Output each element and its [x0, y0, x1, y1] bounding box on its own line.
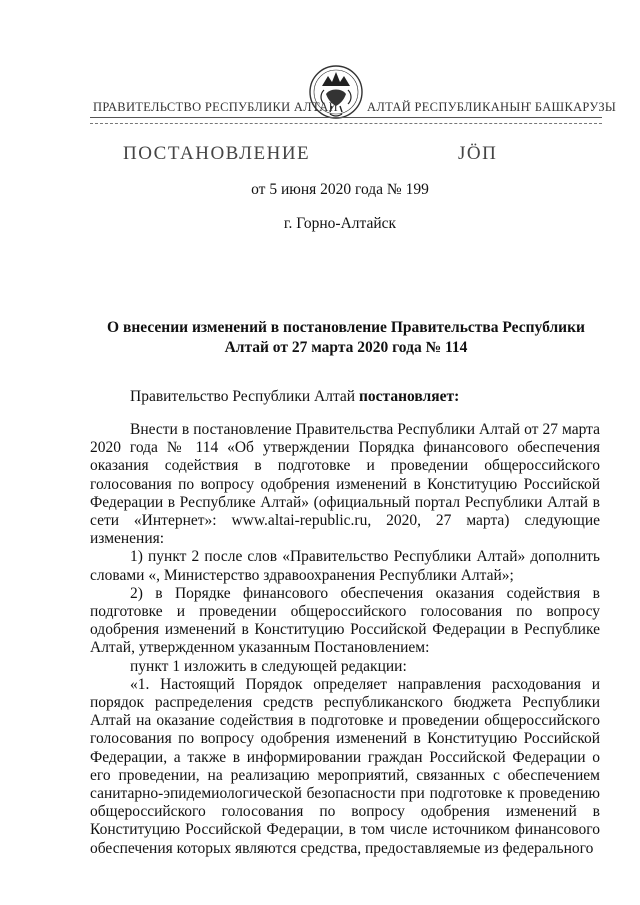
- paragraph-main-clause: Внести в постановление Правительства Республики Алтай от 27 марта 2020 года № 114 «Об утверждении Порядка финансового обеспечения оказания содействия в подготовке и проведении общероссийского голосования по вопросу одобрения изменений в Конституцию Российской Федерации в Республике Алтай» (официальный портал Республики Алтай в сети «Интернет»: www.altai-republic.ru, 2020, 27 марта) следующие изменения:: [90, 421, 600, 548]
- paragraph-point-1-intro: пункт 1 изложить в следующей редакции:: [130, 657, 407, 675]
- document-body: [90, 421, 600, 858]
- header-divider: [90, 117, 602, 118]
- preamble-verb: постановляет:: [358, 388, 460, 405]
- paragraph-item-2: 2) в Порядке финансового обеспечения оказания содействия в подготовке и проведении общероссийского голосования по вопросу одобрения изменений в Конституцию Российской Федерации в Республике Алтай, утвержденном указанным Постановлением:: [90, 584, 600, 657]
- preamble-subject: Правительство Республики Алтай: [130, 388, 359, 405]
- paragraph-new-point-1: «1. Настоящий Порядок определяет направления расходования и порядок распределения средств республиканского бюджета Республики Алтай на оказание содействия в подготовке и проведении общероссийского голосования по вопросу одобрения изменений в Конституцию Российской Федерации, а также в информировании граждан Российской Федерации о его проведении, на реализацию мероприятий, связанных с обеспечением санитарно-эпидемиологической безопасности при подготовке к проведению общероссийского голосования по вопросу одобрения изменений в Конституцию Российской Федерации, в том числе источником финансового обеспечения которых являются средства, предоставляемые из федерального: [90, 675, 600, 857]
- doc-type-altai: JÖП: [458, 143, 498, 164]
- paragraph-item-1: 1) пункт 2 после слов «Правительство Республики Алтай» дополнить словами «, Министерство здравоохранения Республики Алтай»;: [90, 548, 600, 584]
- org-name-russian: ПРАВИТЕЛЬСТВО РЕСПУБЛИКИ АЛТАЙ: [93, 100, 338, 114]
- header-divider-secondary: [90, 123, 602, 124]
- document-city: г. Горно-Алтайск: [283, 215, 397, 232]
- org-name-altai: АЛТАЙ РЕСПУБЛИКАНЫҤ БАШКАРУЗЫ: [367, 100, 617, 114]
- preamble: [90, 388, 600, 406]
- document-title: О внесении изменений в постановление Правительства Республики Алтай от 27 марта 2020 года № 114: [107, 319, 585, 356]
- document-date-number: от 5 июня 2020 года № 199: [251, 181, 429, 198]
- doc-type-russian: ПОСТАНОВЛЕНИЕ: [123, 143, 311, 164]
